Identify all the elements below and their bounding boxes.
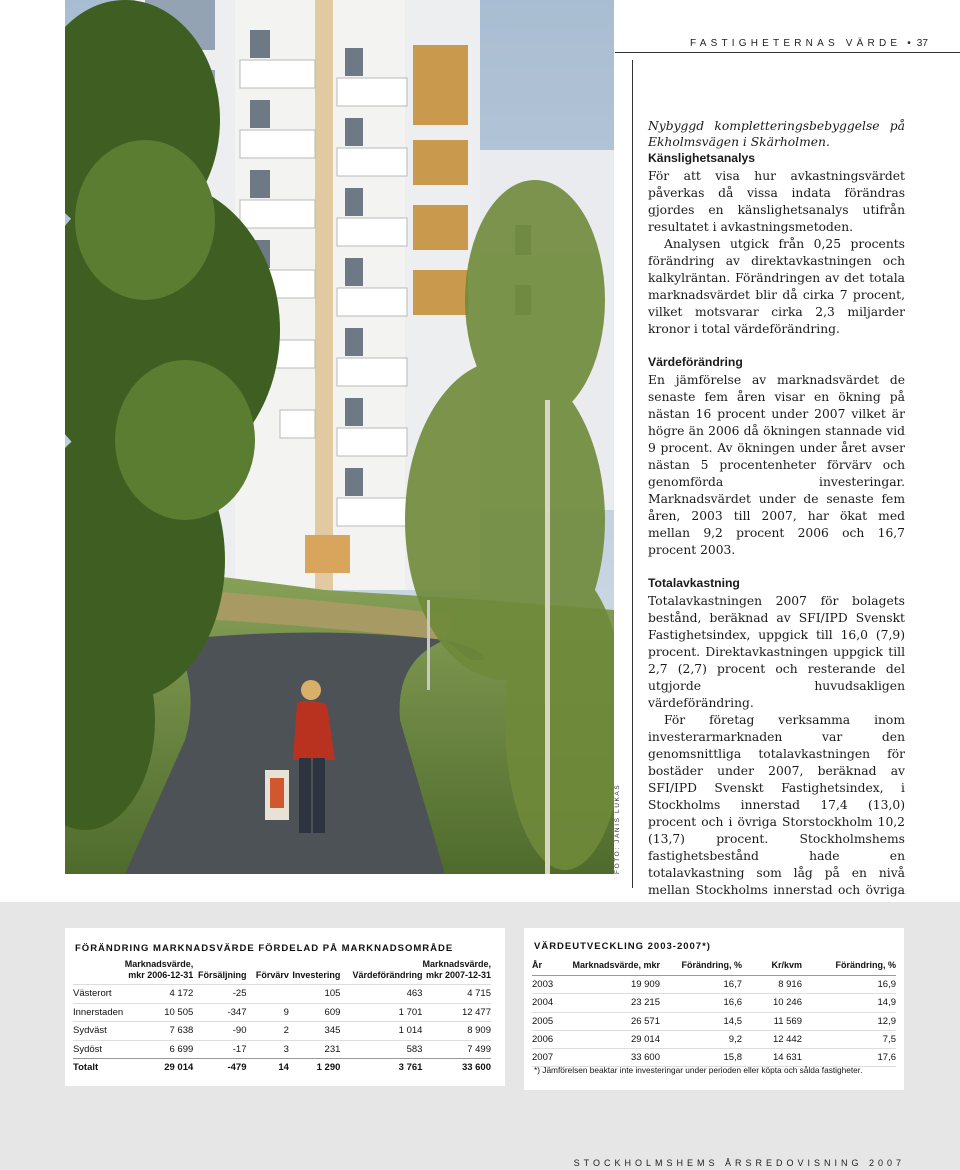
cell: 14: [247, 1059, 289, 1077]
cell: 4 172: [125, 985, 194, 1004]
cell: Sydöst: [73, 1040, 125, 1059]
column-header: Förändring, %: [802, 957, 896, 976]
section-heading: Känslighetsanalys: [648, 151, 756, 165]
text-column: [648, 118, 905, 966]
paragraph: En jämförelse av marknadsvärdet de senaste fem åren visar en ökning på nästan 16 procent under 2007 vilket är högre än 2006 då ökningen stannade vid 9 procent. Av ökningen under året avser nästan 5 procentenheter förvärv och genomförda investeringar. Marknadsvärdet under de senaste fem åren, 2003 till 2007, har ökat med mellan 9,2 procent 2006 och 16,7 procent 2003.: [648, 373, 905, 557]
cell: Totalt: [73, 1059, 125, 1077]
cell: 6 699: [125, 1040, 194, 1059]
table-row: [532, 994, 896, 1012]
cell: 8 916: [742, 976, 802, 994]
column-header: Försäljning: [197, 970, 247, 980]
column-header: Marknadsvärde, mkr 2007-12-31: [422, 959, 491, 980]
cell: 29 014: [125, 1059, 194, 1077]
cell: 345: [289, 1022, 340, 1041]
cell: -479: [193, 1059, 246, 1077]
table-row: [532, 1030, 896, 1048]
cell: 2003: [532, 976, 562, 994]
column-header: Marknadsvärde, mkr 2006-12-31: [124, 959, 194, 980]
header-rule: [615, 52, 960, 53]
cell: 2: [247, 1022, 289, 1041]
running-head: [690, 38, 928, 49]
cell: 9: [247, 1003, 289, 1022]
cell: 12 477: [422, 1003, 491, 1022]
value-development-table-box: [524, 928, 904, 1090]
cell: 7 638: [125, 1022, 194, 1041]
cell: Innerstaden: [73, 1003, 125, 1022]
cell: 2007: [532, 1049, 562, 1067]
cell: 2006: [532, 1030, 562, 1048]
cell: -347: [193, 1003, 246, 1022]
cell: 19 909: [562, 976, 660, 994]
page-footer: STOCKHOLMSHEMS ÅRSREDOVISNING 2007: [573, 1158, 905, 1168]
cell: 15,8: [660, 1049, 742, 1067]
cell: 29 014: [562, 1030, 660, 1048]
section-vardeforandring: [648, 354, 905, 559]
cell: 14,5: [660, 1012, 742, 1030]
cell: 16,9: [802, 976, 896, 994]
photo-caption: Nybyggd kompletteringsbebyggelse på Ekholmsvägen i Skärholmen.: [648, 119, 905, 149]
column-header: Förvärv: [255, 970, 289, 980]
cell: 12,9: [802, 1012, 896, 1030]
table-row: [73, 1022, 491, 1041]
table-title: VÄRDEUTVECKLING 2003-2007*): [534, 941, 711, 952]
cell: 463: [340, 985, 422, 1004]
cell: 231: [289, 1040, 340, 1059]
paragraph: Analysen utgick från 0,25 procents förändring av direktavkastningen och kalkylräntan. Förändringen av det totala marknadsvärdet blir då cirka 7 procent, vilket motsvarar cirka 2,3 miljarder kronor i total värdeförändring.: [648, 237, 905, 336]
cell: 583: [340, 1040, 422, 1059]
section-heading: Totalavkastning: [648, 576, 740, 590]
table-row: [532, 1012, 896, 1030]
column-header: Värdeförändring: [352, 970, 423, 980]
section-heading: Värdeförändring: [648, 355, 743, 369]
cell: 8 909: [422, 1022, 491, 1041]
column-header: Kr/kvm: [742, 957, 802, 976]
cell: 1 014: [340, 1022, 422, 1041]
cell: 14,9: [802, 994, 896, 1012]
table-row: [73, 1040, 491, 1059]
cell: Västerort: [73, 985, 125, 1004]
table-row: [73, 1003, 491, 1022]
table-footnote: *) Jämförelsen beaktar inte investeringar under perioden eller köpta och sålda fastigheter.: [534, 1065, 863, 1075]
table-header-row: [73, 957, 491, 985]
column-header: Marknadsvärde, mkr: [562, 957, 660, 976]
column-header: [73, 957, 125, 985]
cell: 2005: [532, 1012, 562, 1030]
cell: 3: [247, 1040, 289, 1059]
cell: 2004: [532, 994, 562, 1012]
cell: -25: [193, 985, 246, 1004]
column-header: Investering: [292, 970, 341, 980]
cell: 9,2: [660, 1030, 742, 1048]
page-number: 37: [916, 38, 928, 49]
cell: 16,7: [660, 976, 742, 994]
cell: 105: [289, 985, 340, 1004]
cell: 17,6: [802, 1049, 896, 1067]
cell: 26 571: [562, 1012, 660, 1030]
cell: 4 715: [422, 985, 491, 1004]
table-total-row: [73, 1059, 491, 1077]
cell: -90: [193, 1022, 246, 1041]
cell: [247, 985, 289, 1004]
table-title: FÖRÄNDRING MARKNADSVÄRDE FÖRDELAD PÅ MARKNADSOMRÅDE: [75, 943, 454, 954]
vertical-rule: [632, 60, 633, 888]
table-row: [73, 985, 491, 1004]
cell: 14 631: [742, 1049, 802, 1067]
section-totalavkastning: [648, 575, 905, 950]
building-photo: [65, 0, 614, 874]
cell: 10 505: [125, 1003, 194, 1022]
table-row: [532, 976, 896, 994]
cell: 23 215: [562, 994, 660, 1012]
section-title: FASTIGHETERNAS VÄRDE: [690, 38, 902, 49]
cell: 11 569: [742, 1012, 802, 1030]
cell: 33 600: [422, 1059, 491, 1077]
bullet-separator: •: [907, 38, 911, 49]
paragraph: Totalavkastningen 2007 för bolagets bestånd, beräknad av SFI/IPD Svenskt Fastighetsindex, uppgick till 16,0 (7,9) procent. Direktavkastningen uppgick till 2,7 (2,7) procent och resterande del utgjorde huvudsakligen värdeförändring.: [648, 594, 905, 710]
cell: 10 246: [742, 994, 802, 1012]
paragraph: För att visa hur avkastningsvärdet påverkas då vissa indata förändras gjordes en känslighetsanalys utifrån resultatet i avkastningsmetoden.: [648, 169, 905, 234]
cell: 16,6: [660, 994, 742, 1012]
column-header: År: [532, 957, 562, 976]
market-area-table: [73, 957, 491, 1077]
section-kanslighetsanalys: [648, 150, 905, 338]
photo-illustration: [65, 0, 614, 874]
value-development-table: [532, 957, 896, 1067]
cell: Sydväst: [73, 1022, 125, 1041]
cell: 609: [289, 1003, 340, 1022]
cell: 3 761: [340, 1059, 422, 1077]
cell: 33 600: [562, 1049, 660, 1067]
cell: 12 442: [742, 1030, 802, 1048]
cell: 1 701: [340, 1003, 422, 1022]
column-header: Förändring, %: [660, 957, 742, 976]
cell: 1 290: [289, 1059, 340, 1077]
cell: 7 499: [422, 1040, 491, 1059]
market-area-table-box: [65, 928, 505, 1086]
photo-credit: FOTO: JANIS LUKAS: [614, 783, 621, 874]
paragraph: För företag verksamma inom investerarmarknaden var den genomsnittliga totalavkastningen för bostäder under 2007, beräknad av SFI/IPD Svenskt Fastighetsindex, i Stockholms innerstad 17,4 (13,0) procent och i övriga Storstockholm 10,2 (13,7) procent. Stockholmshems fastighetsbestånd hade en totalavkastning som låg på en nivå mellan Stockholms innerstad och övriga: [648, 713, 905, 897]
cell: -17: [193, 1040, 246, 1059]
cell: 7,5: [802, 1030, 896, 1048]
table-header-row: [532, 957, 896, 976]
